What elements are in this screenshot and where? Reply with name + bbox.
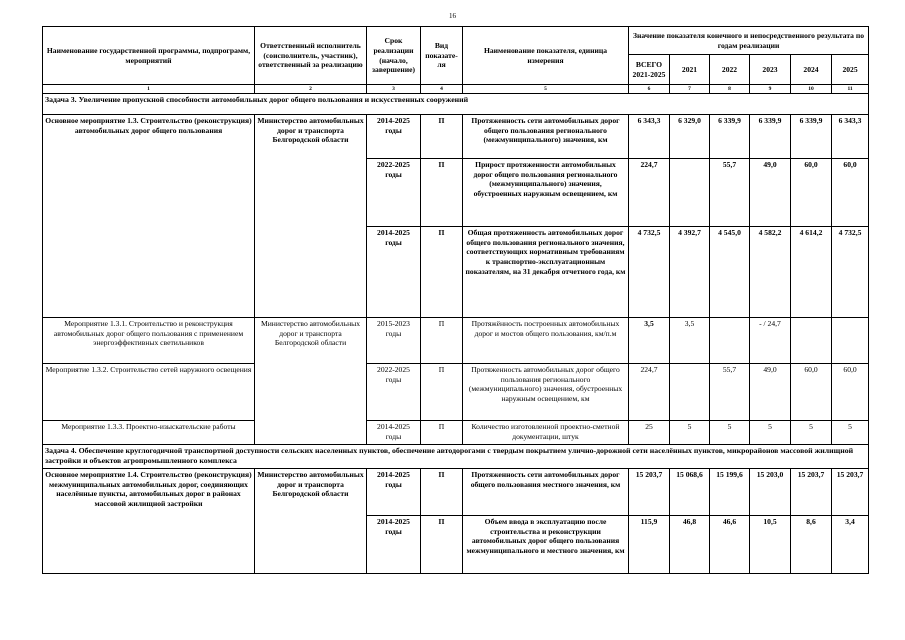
value-2021: 4 392,7 [670, 227, 710, 318]
indicator-type: П [421, 115, 463, 159]
header-year: 2021 [670, 55, 710, 85]
value-2024: 15 203,7 [791, 469, 832, 516]
page-number: 16 [449, 12, 456, 20]
header-year: 2023 [750, 55, 791, 85]
value-2024: 6 339,9 [791, 115, 832, 159]
measure-1-3-1-name: Мероприятие 1.3.1. Строительство и реконструкция автомобильных дорог общего пользования с применением энергоэффективных светильников [43, 318, 255, 364]
col-index: 10 [791, 85, 832, 94]
header-year: 2025 [832, 55, 869, 85]
indicator-name: Количество изготовленной проектно-сметной документации, штук [463, 421, 629, 445]
header-year: 2024 [791, 55, 832, 85]
value-2025: 60,0 [832, 159, 869, 227]
value-total: 6 343,3 [629, 115, 670, 159]
value-total: 15 203,7 [629, 469, 670, 516]
header-executor: Ответственный исполнитель (соисполнитель, участник), ответственный за реализацию [255, 27, 367, 85]
value-total: 3,5 [629, 318, 670, 364]
indicator-name: Протяженность сети автомобильных дорог общего пользования местного значения, км [463, 469, 629, 516]
value-2023: 49,0 [750, 364, 791, 421]
col-index: 1 [43, 85, 255, 94]
indicator-name: Протяженность сети автомобильных дорог общего пользования регионального (межмуниципального) значения, км [463, 115, 629, 159]
value-2025 [832, 318, 869, 364]
header-indicator-name: Наименование показателя, единица измерения [463, 27, 629, 85]
value-2024: 60,0 [791, 364, 832, 421]
value-total: 115,9 [629, 516, 670, 574]
indicator-type: П [421, 227, 463, 318]
value-2022: 46,6 [710, 516, 750, 574]
value-2023: 5 [750, 421, 791, 445]
value-2025: 6 343,3 [832, 115, 869, 159]
term: 2022-2025 годы [367, 159, 421, 227]
task-4-heading: Задача 4. Обеспечение круглогодичной транспортной доступности сельских населенных пунктов, обеспечение автодорогами с твердым покрытием улично-дорожной сети населённых пунктов, микрорайонов массовой жилищной застройки и объектов агропромышленного комплекса [43, 445, 869, 469]
value-2022: 55,7 [710, 364, 750, 421]
measure-1-3-name: Основное мероприятие 1.3. Строительство (реконструкция) автомобильных дорог общего пользования [43, 115, 255, 318]
value-total: 224,7 [629, 159, 670, 227]
indicator-type: П [421, 318, 463, 364]
value-2025: 5 [832, 421, 869, 445]
header-total: ВСЕГО 2021-2025 [629, 55, 670, 85]
measure-1-3-3-name: Мероприятие 1.3.3. Проектно-изыскательские работы [43, 421, 255, 445]
term: 2022-2025 годы [367, 364, 421, 421]
value-2024: 4 614,2 [791, 227, 832, 318]
measure-1-3-2-name: Мероприятие 1.3.2. Строительство сетей наружного освещения [43, 364, 255, 421]
value-2023: 15 203,0 [750, 469, 791, 516]
value-2025: 3,4 [832, 516, 869, 574]
header-year: 2022 [710, 55, 750, 85]
value-2023: 6 339,9 [750, 115, 791, 159]
value-2021: 15 068,6 [670, 469, 710, 516]
measure-1-4-name: Основное мероприятие 1.4. Строительство (реконструкция) межмуниципальных автомобильных дорог, соединяющих населённые пункты, автомобильных дорог в районах массовой жилищной застройки [43, 469, 255, 574]
table-row [43, 318, 869, 364]
value-2024: 60,0 [791, 159, 832, 227]
value-total: 25 [629, 421, 670, 445]
value-2024: 5 [791, 421, 832, 445]
value-2021: 46,8 [670, 516, 710, 574]
value-2021: 6 329,0 [670, 115, 710, 159]
indicator-type: П [421, 159, 463, 227]
term: 2014-2025 годы [367, 421, 421, 445]
term: 2015-2023 годы [367, 318, 421, 364]
value-2022: 4 545,0 [710, 227, 750, 318]
task-3-heading: Задача 3. Увеличение пропускной способности автомобильных дорог общего пользования и искусственных сооружений [43, 94, 869, 115]
term: 2014-2025 годы [367, 516, 421, 574]
header-indicator-type: Вид показате-ля [421, 27, 463, 85]
col-index: 7 [670, 85, 710, 94]
measure-1-3-executor: Министерство автомобильных дорог и транспорта Белгородской области [255, 115, 367, 318]
value-2023: 49,0 [750, 159, 791, 227]
col-index: 3 [367, 85, 421, 94]
value-2024: 8,6 [791, 516, 832, 574]
value-2022: 5 [710, 421, 750, 445]
value-2024 [791, 318, 832, 364]
term: 2014-2025 годы [367, 115, 421, 159]
value-2022: 55,7 [710, 159, 750, 227]
indicator-name: Прирост протяженности автомобильных дорог общего пользования регионального (межмуниципального) значения, обустроенных наружным освещением, км [463, 159, 629, 227]
col-index: 8 [710, 85, 750, 94]
term: 2014-2025 годы [367, 469, 421, 516]
table-row [43, 421, 869, 445]
indicator-name: Общая протяженность автомобильных дорог общего пользования регионального значения, соответствующих нормативным требованиям к транспортно-эксплуатационным показателям, на 31 декабря отчетного года, км [463, 227, 629, 318]
value-2022 [710, 318, 750, 364]
value-2025: 60,0 [832, 364, 869, 421]
col-index: 4 [421, 85, 463, 94]
indicator-type: П [421, 469, 463, 516]
indicators-table [42, 26, 869, 574]
indicator-name: Протяженность автомобильных дорог общего пользования регионального (межмуниципального) значения, обустроенных наружным освещением, км [463, 364, 629, 421]
value-total: 224,7 [629, 364, 670, 421]
indicator-name: Объем ввода в эксплуатацию после строительства и реконструкции автомобильных дорог общего пользования межмуниципального и местного значения, км [463, 516, 629, 574]
table-row [43, 469, 869, 516]
table-row [43, 115, 869, 159]
value-2023: 4 582,2 [750, 227, 791, 318]
value-2022: 6 339,9 [710, 115, 750, 159]
table-row [43, 364, 869, 421]
col-index: 11 [832, 85, 869, 94]
value-2025: 15 203,7 [832, 469, 869, 516]
col-index: 6 [629, 85, 670, 94]
value-2021 [670, 364, 710, 421]
value-2022: 15 199,6 [710, 469, 750, 516]
header-program: Наименование государственной программы, подпрограмм, мероприятий [43, 27, 255, 85]
value-2023: 10,5 [750, 516, 791, 574]
value-2025: 4 732,5 [832, 227, 869, 318]
indicator-type: П [421, 364, 463, 421]
term: 2014-2025 годы [367, 227, 421, 318]
measure-1-3-1-executor: Министерство автомобильных дорог и транспорта Белгородской области [255, 318, 367, 445]
col-index: 9 [750, 85, 791, 94]
indicator-type: П [421, 421, 463, 445]
value-2021 [670, 159, 710, 227]
measure-1-4-executor: Министерство автомобильных дорог и транспорта Белгородской области [255, 469, 367, 574]
col-index: 5 [463, 85, 629, 94]
value-total: 4 732,5 [629, 227, 670, 318]
indicator-type: П [421, 516, 463, 574]
value-2021: 5 [670, 421, 710, 445]
header-term: Срок реализации (начало, завершение) [367, 27, 421, 85]
col-index: 2 [255, 85, 367, 94]
column-index-row [43, 85, 869, 94]
value-2023: - / 24,7 [750, 318, 791, 364]
indicator-name: Протяжённость построенных автомобильных дорог и мостов общего пользования, км/п.м [463, 318, 629, 364]
header-values-group: Значение показателя конечного и непосредственного результата по годам реализации [629, 27, 869, 55]
value-2021: 3,5 [670, 318, 710, 364]
